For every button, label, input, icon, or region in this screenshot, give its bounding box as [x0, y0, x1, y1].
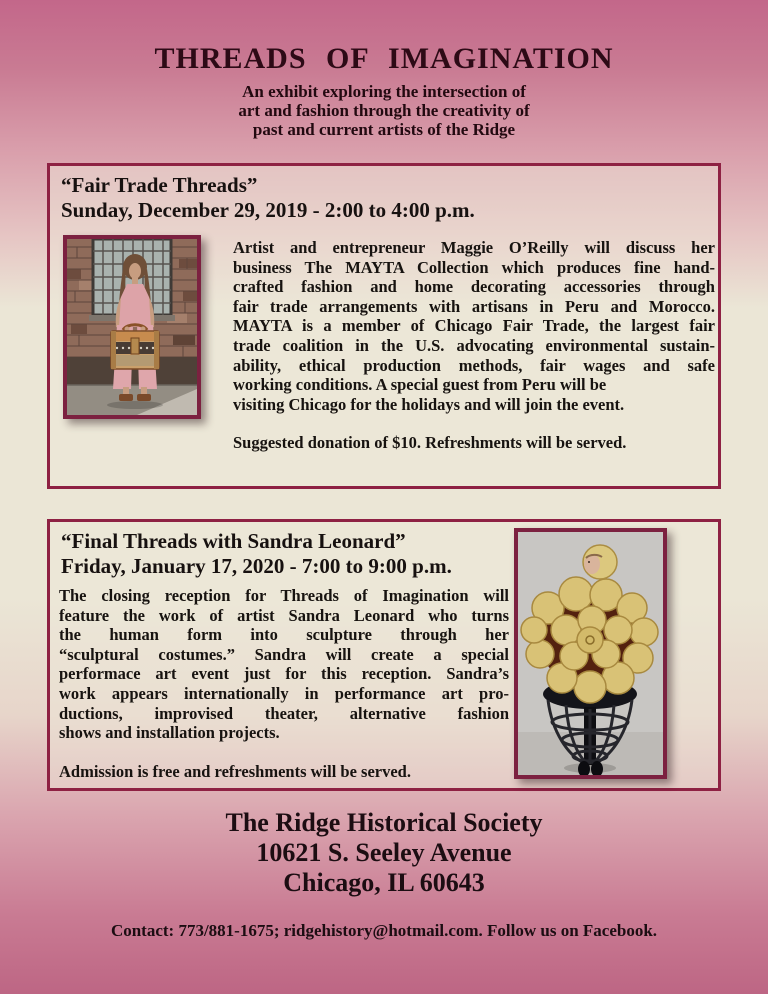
sandra-costume-photo-illustration: [518, 532, 663, 775]
page-subtitle: [0, 82, 768, 139]
contact-line: Contact: 773/881-1675; ridgehistory@hotmail.com. Follow us on Facebook.: [110, 921, 658, 940]
event1-body-line: ability, ethical production methods, fair wages and safe: [233, 355, 715, 375]
event2-note: Admission is free and refreshments will be served.: [59, 761, 411, 781]
subtitle-line: An exhibit exploring the intersection of: [242, 82, 526, 101]
handbag: [111, 325, 159, 369]
event1-note: Suggested donation of $10. Refreshments will be served.: [233, 433, 627, 453]
event1-body-line: Artist and entrepreneur Maggie O’Reilly will discuss her: [233, 238, 715, 257]
event2-text-column: [59, 586, 509, 781]
event1-text-column: [233, 238, 715, 453]
venue-city: Chicago, IL 60643: [283, 868, 485, 897]
event1-title: “Fair Trade Threads”: [61, 173, 258, 197]
event1-body-line: MAYTA is a member of Chicago Fair Trade, the largest fair: [233, 316, 715, 336]
event1-datetime: Sunday, December 29, 2019 - 2:00 to 4:00 p.m.: [61, 198, 475, 222]
event1-body-line: working conditions. A special guest from Peru will be: [233, 375, 607, 395]
subtitle-line: art and fashion through the creativity of: [238, 101, 530, 120]
photo-sandra-leonard-costume: [514, 528, 667, 779]
event1-body-line: fair trade arrangements with artisans in Peru and Morocco.: [233, 296, 715, 316]
venue-address: 10621 S. Seeley Avenue: [256, 838, 512, 867]
event2-body: [59, 586, 509, 743]
event1-body-line: crafted fashion and home decorating accessories through: [233, 277, 715, 297]
page-title: THREADS OF IMAGINATION: [154, 42, 614, 75]
event2-body-line: shows and installation projects.: [59, 723, 280, 743]
event1-header: [61, 173, 718, 223]
bonnet-and-face: [583, 545, 617, 579]
event2-title: “Final Threads with Sandra Leonard”: [61, 529, 406, 553]
event2-body-line: performace art event just for this reception. Sandra’s: [59, 664, 509, 684]
venue-name: The Ridge Historical Society: [225, 808, 543, 837]
photo-maggie-oreilly: [63, 235, 201, 419]
event1-body-line: trade coalition in the U.S. advocating environmental sustain-: [233, 335, 715, 355]
event2-body-line: The closing reception for Threads of Imagination will: [59, 586, 509, 605]
event2-body-line: work appears internationally in performance art pro-: [59, 683, 509, 703]
venue-block: [0, 808, 768, 898]
event-box-fair-trade-threads: [47, 163, 721, 489]
event1-body-line: business The MAYTA Collection which produces fine hand-: [233, 257, 715, 277]
event2-body-line: the human form into sculpture through her: [59, 625, 509, 645]
event-box-final-threads: [47, 519, 721, 791]
event2-body-line: ductions, improvised theater, alternative fashion: [59, 703, 509, 723]
event2-body-line: feature the work of artist Sandra Leonard who turns: [59, 605, 509, 625]
event1-body-line: visiting Chicago for the holidays and will join the event.: [233, 394, 625, 414]
event1-body: [233, 238, 715, 414]
subtitle-line: past and current artists of the Ridge: [252, 120, 516, 139]
maggie-oreilly-photo-illustration: [67, 239, 197, 415]
event2-datetime: Friday, January 17, 2020 - 7:00 to 9:00 p.m.: [61, 554, 452, 578]
event2-body-line: “sculptural costumes.” Sandra will create a special: [59, 644, 509, 664]
